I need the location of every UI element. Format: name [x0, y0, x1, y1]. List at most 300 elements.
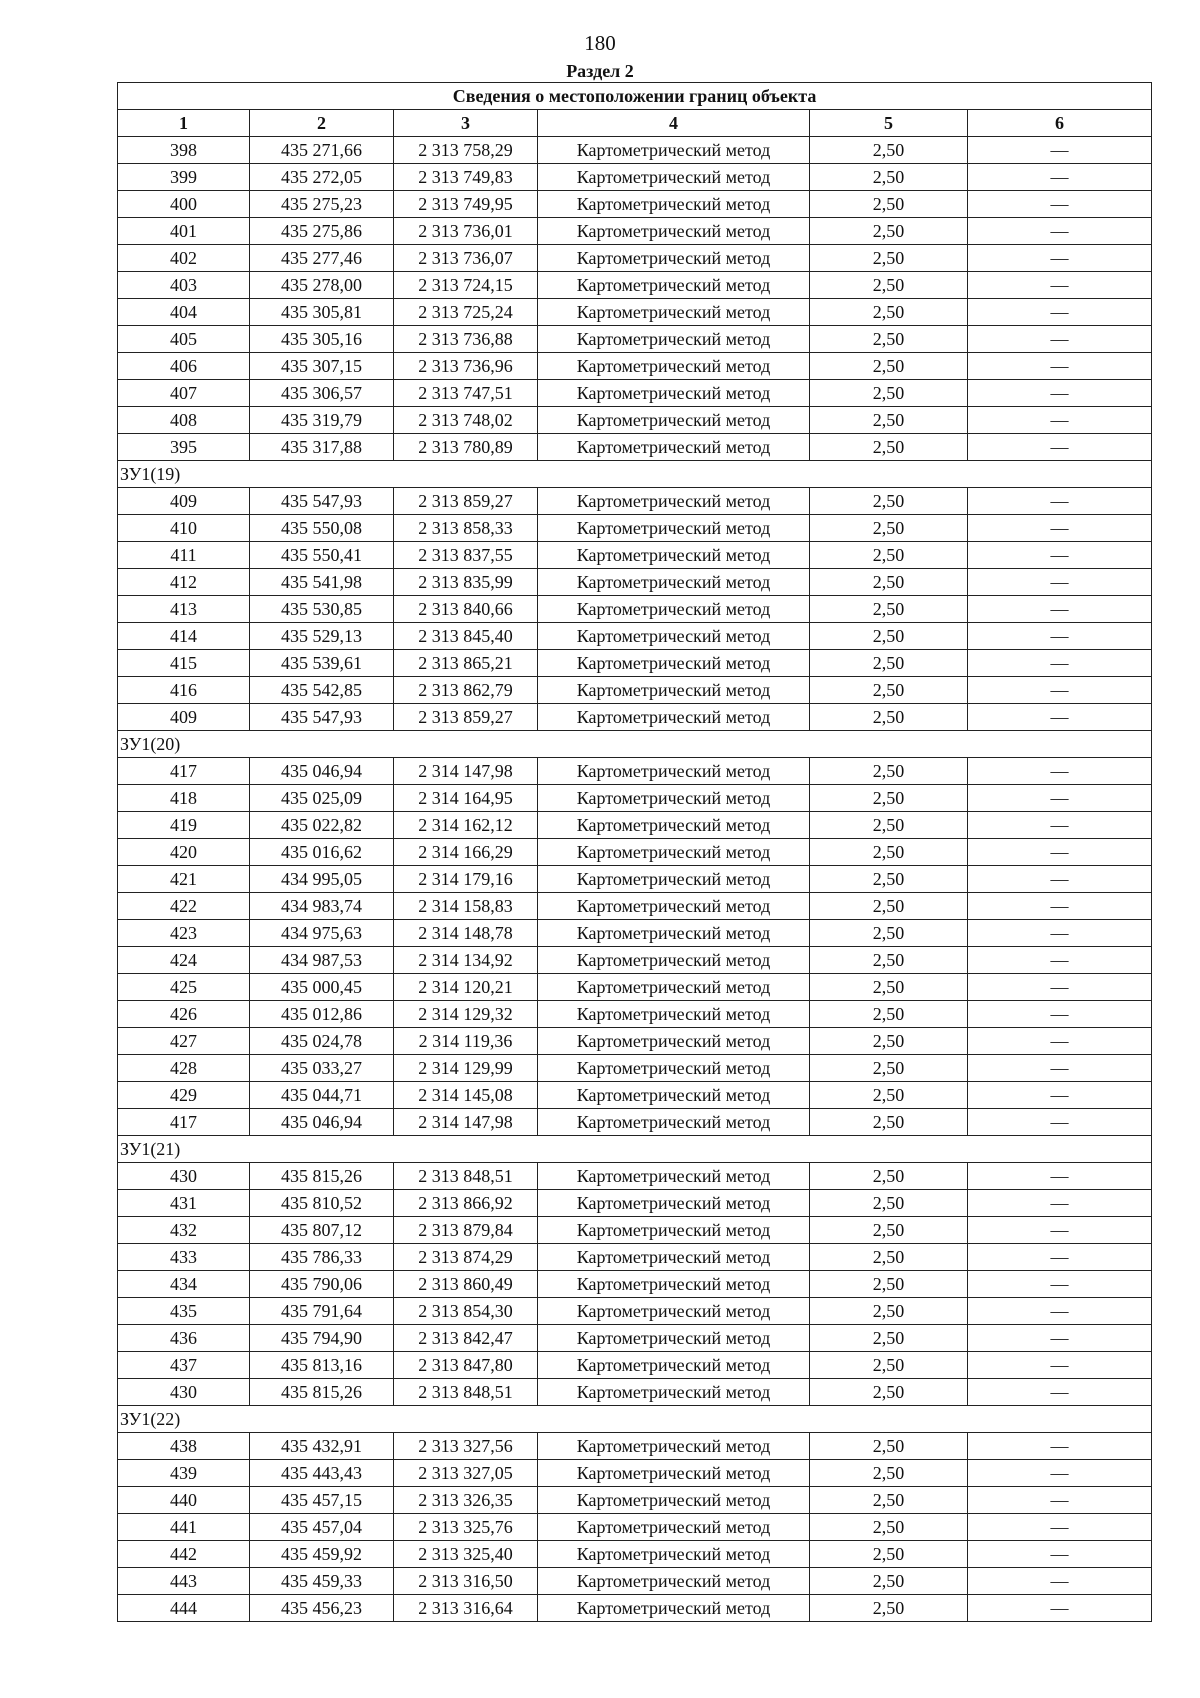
table-row [118, 272, 1152, 299]
description-cell: — [968, 1460, 1152, 1487]
description-cell: — [968, 218, 1152, 245]
description-cell: — [968, 839, 1152, 866]
method-cell: Картометрический метод [538, 974, 810, 1001]
method-cell: Картометрический метод [538, 488, 810, 515]
description-cell: — [968, 272, 1152, 299]
x-coordinate-cell: 435 306,57 [250, 380, 394, 407]
accuracy-cell: 2,50 [810, 785, 968, 812]
description-cell: — [968, 1163, 1152, 1190]
method-cell: Картометрический метод [538, 812, 810, 839]
description-cell: — [968, 407, 1152, 434]
method-cell: Картометрический метод [538, 1055, 810, 1082]
table-row [118, 1379, 1152, 1406]
point-number-cell: 398 [118, 137, 250, 164]
description-cell: — [968, 596, 1152, 623]
parcel-group-label: ЗУ1(21) [118, 1136, 1152, 1163]
x-coordinate-cell: 435 529,13 [250, 623, 394, 650]
x-coordinate-cell: 435 791,64 [250, 1298, 394, 1325]
x-coordinate-cell: 435 457,04 [250, 1514, 394, 1541]
description-cell: — [968, 785, 1152, 812]
description-cell: — [968, 812, 1152, 839]
point-number-cell: 422 [118, 893, 250, 920]
x-coordinate-cell: 434 987,53 [250, 947, 394, 974]
x-coordinate-cell: 435 046,94 [250, 1109, 394, 1136]
y-coordinate-cell: 2 313 724,15 [394, 272, 538, 299]
description-cell: — [968, 1271, 1152, 1298]
column-header: 1 [118, 110, 250, 137]
accuracy-cell: 2,50 [810, 974, 968, 1001]
description-cell: — [968, 1325, 1152, 1352]
accuracy-cell: 2,50 [810, 677, 968, 704]
description-cell: — [968, 1514, 1152, 1541]
method-cell: Картометрический метод [538, 650, 810, 677]
accuracy-cell: 2,50 [810, 839, 968, 866]
x-coordinate-cell: 435 305,16 [250, 326, 394, 353]
method-cell: Картометрический метод [538, 1217, 810, 1244]
method-cell: Картометрический метод [538, 920, 810, 947]
table-row [118, 434, 1152, 461]
y-coordinate-cell: 2 313 327,56 [394, 1433, 538, 1460]
accuracy-cell: 2,50 [810, 1514, 968, 1541]
table-row [118, 947, 1152, 974]
method-cell: Картометрический метод [538, 137, 810, 164]
table-row [118, 1541, 1152, 1568]
y-coordinate-cell: 2 314 129,32 [394, 1001, 538, 1028]
accuracy-cell: 2,50 [810, 1595, 968, 1622]
point-number-cell: 417 [118, 1109, 250, 1136]
table-row [118, 1109, 1152, 1136]
table-row [118, 1352, 1152, 1379]
method-cell: Картометрический метод [538, 218, 810, 245]
x-coordinate-cell: 435 275,86 [250, 218, 394, 245]
table-row [118, 488, 1152, 515]
x-coordinate-cell: 435 815,26 [250, 1163, 394, 1190]
x-coordinate-cell: 435 278,00 [250, 272, 394, 299]
table-caption: Сведения о местоположении границ объекта [118, 83, 1152, 110]
y-coordinate-cell: 2 314 148,78 [394, 920, 538, 947]
description-cell: — [968, 1244, 1152, 1271]
point-number-cell: 410 [118, 515, 250, 542]
method-cell: Картометрический метод [538, 596, 810, 623]
method-cell: Картометрический метод [538, 407, 810, 434]
description-cell: — [968, 1541, 1152, 1568]
description-cell: — [968, 488, 1152, 515]
description-cell: — [968, 1082, 1152, 1109]
accuracy-cell: 2,50 [810, 920, 968, 947]
y-coordinate-cell: 2 313 748,02 [394, 407, 538, 434]
accuracy-cell: 2,50 [810, 434, 968, 461]
point-number-cell: 440 [118, 1487, 250, 1514]
accuracy-cell: 2,50 [810, 650, 968, 677]
table-row [118, 785, 1152, 812]
method-cell: Картометрический метод [538, 1163, 810, 1190]
method-cell: Картометрический метод [538, 1244, 810, 1271]
point-number-cell: 408 [118, 407, 250, 434]
description-cell: — [968, 326, 1152, 353]
point-number-cell: 444 [118, 1595, 250, 1622]
accuracy-cell: 2,50 [810, 1379, 968, 1406]
x-coordinate-cell: 435 550,41 [250, 542, 394, 569]
method-cell: Картометрический метод [538, 191, 810, 218]
accuracy-cell: 2,50 [810, 1163, 968, 1190]
table-row [118, 1190, 1152, 1217]
x-coordinate-cell: 435 810,52 [250, 1190, 394, 1217]
description-cell: — [968, 1190, 1152, 1217]
x-coordinate-cell: 435 786,33 [250, 1244, 394, 1271]
accuracy-cell: 2,50 [810, 1460, 968, 1487]
accuracy-cell: 2,50 [810, 1568, 968, 1595]
accuracy-cell: 2,50 [810, 1271, 968, 1298]
point-number-cell: 403 [118, 272, 250, 299]
method-cell: Картометрический метод [538, 1298, 810, 1325]
column-header: 2 [250, 110, 394, 137]
table-row [118, 1460, 1152, 1487]
description-cell: — [968, 1568, 1152, 1595]
table-row [118, 164, 1152, 191]
x-coordinate-cell: 434 983,74 [250, 893, 394, 920]
table-row [118, 380, 1152, 407]
point-number-cell: 424 [118, 947, 250, 974]
table-row [118, 1514, 1152, 1541]
description-cell: — [968, 1028, 1152, 1055]
y-coordinate-cell: 2 313 859,27 [394, 488, 538, 515]
method-cell: Картометрический метод [538, 1514, 810, 1541]
point-number-cell: 423 [118, 920, 250, 947]
accuracy-cell: 2,50 [810, 272, 968, 299]
table-row [118, 1271, 1152, 1298]
y-coordinate-cell: 2 313 842,47 [394, 1325, 538, 1352]
point-number-cell: 439 [118, 1460, 250, 1487]
method-cell: Картометрический метод [538, 1109, 810, 1136]
description-cell: — [968, 164, 1152, 191]
y-coordinate-cell: 2 313 848,51 [394, 1379, 538, 1406]
accuracy-cell: 2,50 [810, 164, 968, 191]
description-cell: — [968, 515, 1152, 542]
y-coordinate-cell: 2 314 164,95 [394, 785, 538, 812]
table-row [118, 677, 1152, 704]
x-coordinate-cell: 434 975,63 [250, 920, 394, 947]
table-row [118, 704, 1152, 731]
y-coordinate-cell: 2 313 859,27 [394, 704, 538, 731]
description-cell: — [968, 1433, 1152, 1460]
accuracy-cell: 2,50 [810, 1541, 968, 1568]
y-coordinate-cell: 2 313 847,80 [394, 1352, 538, 1379]
x-coordinate-cell: 435 547,93 [250, 488, 394, 515]
table-row [118, 1595, 1152, 1622]
accuracy-cell: 2,50 [810, 1352, 968, 1379]
accuracy-cell: 2,50 [810, 569, 968, 596]
accuracy-cell: 2,50 [810, 596, 968, 623]
y-coordinate-cell: 2 313 725,24 [394, 299, 538, 326]
accuracy-cell: 2,50 [810, 1190, 968, 1217]
point-number-cell: 409 [118, 704, 250, 731]
method-cell: Картометрический метод [538, 1352, 810, 1379]
y-coordinate-cell: 2 313 758,29 [394, 137, 538, 164]
point-number-cell: 401 [118, 218, 250, 245]
point-number-cell: 435 [118, 1298, 250, 1325]
y-coordinate-cell: 2 313 845,40 [394, 623, 538, 650]
method-cell: Картометрический метод [538, 1082, 810, 1109]
point-number-cell: 407 [118, 380, 250, 407]
parcel-group-label: ЗУ1(19) [118, 461, 1152, 488]
y-coordinate-cell: 2 313 860,49 [394, 1271, 538, 1298]
table-row [118, 1028, 1152, 1055]
method-cell: Картометрический метод [538, 515, 810, 542]
accuracy-cell: 2,50 [810, 326, 968, 353]
method-cell: Картометрический метод [538, 380, 810, 407]
x-coordinate-cell: 435 457,15 [250, 1487, 394, 1514]
description-cell: — [968, 704, 1152, 731]
y-coordinate-cell: 2 313 749,95 [394, 191, 538, 218]
y-coordinate-cell: 2 313 327,05 [394, 1460, 538, 1487]
point-number-cell: 417 [118, 758, 250, 785]
table-row [118, 1055, 1152, 1082]
method-cell: Картометрический метод [538, 947, 810, 974]
table-row [118, 326, 1152, 353]
method-cell: Картометрический метод [538, 704, 810, 731]
x-coordinate-cell: 435 456,23 [250, 1595, 394, 1622]
method-cell: Картометрический метод [538, 164, 810, 191]
point-number-cell: 438 [118, 1433, 250, 1460]
accuracy-cell: 2,50 [810, 407, 968, 434]
point-number-cell: 395 [118, 434, 250, 461]
description-cell: — [968, 1055, 1152, 1082]
point-number-cell: 431 [118, 1190, 250, 1217]
x-coordinate-cell: 435 432,91 [250, 1433, 394, 1460]
x-coordinate-cell: 435 547,93 [250, 704, 394, 731]
accuracy-cell: 2,50 [810, 299, 968, 326]
y-coordinate-cell: 2 314 147,98 [394, 758, 538, 785]
y-coordinate-cell: 2 314 134,92 [394, 947, 538, 974]
point-number-cell: 404 [118, 299, 250, 326]
accuracy-cell: 2,50 [810, 1082, 968, 1109]
accuracy-cell: 2,50 [810, 1433, 968, 1460]
accuracy-cell: 2,50 [810, 1325, 968, 1352]
table-row [118, 299, 1152, 326]
accuracy-cell: 2,50 [810, 866, 968, 893]
table-row [118, 758, 1152, 785]
table-row [118, 542, 1152, 569]
point-number-cell: 433 [118, 1244, 250, 1271]
accuracy-cell: 2,50 [810, 1298, 968, 1325]
accuracy-cell: 2,50 [810, 218, 968, 245]
table-row [118, 920, 1152, 947]
description-cell: — [968, 245, 1152, 272]
accuracy-cell: 2,50 [810, 623, 968, 650]
method-cell: Картометрический метод [538, 1595, 810, 1622]
accuracy-cell: 2,50 [810, 1244, 968, 1271]
description-cell: — [968, 650, 1152, 677]
point-number-cell: 436 [118, 1325, 250, 1352]
method-cell: Картометрический метод [538, 1190, 810, 1217]
x-coordinate-cell: 435 016,62 [250, 839, 394, 866]
description-cell: — [968, 893, 1152, 920]
table-row [118, 1487, 1152, 1514]
y-coordinate-cell: 2 314 179,16 [394, 866, 538, 893]
point-number-cell: 411 [118, 542, 250, 569]
point-number-cell: 425 [118, 974, 250, 1001]
point-number-cell: 427 [118, 1028, 250, 1055]
point-number-cell: 405 [118, 326, 250, 353]
point-number-cell: 421 [118, 866, 250, 893]
y-coordinate-cell: 2 313 780,89 [394, 434, 538, 461]
description-cell: — [968, 137, 1152, 164]
accuracy-cell: 2,50 [810, 137, 968, 164]
point-number-cell: 416 [118, 677, 250, 704]
method-cell: Картометрический метод [538, 1433, 810, 1460]
method-cell: Картометрический метод [538, 893, 810, 920]
point-number-cell: 441 [118, 1514, 250, 1541]
table-header-row [118, 110, 1152, 137]
method-cell: Картометрический метод [538, 1460, 810, 1487]
y-coordinate-cell: 2 313 840,66 [394, 596, 538, 623]
y-coordinate-cell: 2 314 166,29 [394, 839, 538, 866]
boundary-coordinates-table [117, 82, 1152, 1622]
x-coordinate-cell: 435 317,88 [250, 434, 394, 461]
table-row [118, 569, 1152, 596]
description-cell: — [968, 947, 1152, 974]
table-row [118, 407, 1152, 434]
x-coordinate-cell: 435 012,86 [250, 1001, 394, 1028]
x-coordinate-cell: 435 539,61 [250, 650, 394, 677]
description-cell: — [968, 866, 1152, 893]
parcel-group-row [118, 731, 1152, 758]
point-number-cell: 418 [118, 785, 250, 812]
point-number-cell: 428 [118, 1055, 250, 1082]
x-coordinate-cell: 435 459,33 [250, 1568, 394, 1595]
x-coordinate-cell: 435 275,23 [250, 191, 394, 218]
method-cell: Картометрический метод [538, 1541, 810, 1568]
x-coordinate-cell: 435 025,09 [250, 785, 394, 812]
y-coordinate-cell: 2 313 866,92 [394, 1190, 538, 1217]
accuracy-cell: 2,50 [810, 1028, 968, 1055]
x-coordinate-cell: 435 443,43 [250, 1460, 394, 1487]
page-number: 180 [584, 31, 616, 55]
x-coordinate-cell: 435 794,90 [250, 1325, 394, 1352]
point-number-cell: 420 [118, 839, 250, 866]
point-number-cell: 406 [118, 353, 250, 380]
description-cell: — [968, 1379, 1152, 1406]
point-number-cell: 426 [118, 1001, 250, 1028]
x-coordinate-cell: 435 022,82 [250, 812, 394, 839]
table-row [118, 893, 1152, 920]
x-coordinate-cell: 435 813,16 [250, 1352, 394, 1379]
accuracy-cell: 2,50 [810, 1487, 968, 1514]
accuracy-cell: 2,50 [810, 542, 968, 569]
description-cell: — [968, 677, 1152, 704]
y-coordinate-cell: 2 313 862,79 [394, 677, 538, 704]
x-coordinate-cell: 435 305,81 [250, 299, 394, 326]
description-cell: — [968, 623, 1152, 650]
accuracy-cell: 2,50 [810, 1217, 968, 1244]
description-cell: — [968, 974, 1152, 1001]
description-cell: — [968, 1595, 1152, 1622]
accuracy-cell: 2,50 [810, 488, 968, 515]
point-number-cell: 442 [118, 1541, 250, 1568]
x-coordinate-cell: 435 459,92 [250, 1541, 394, 1568]
description-cell: — [968, 1217, 1152, 1244]
accuracy-cell: 2,50 [810, 515, 968, 542]
method-cell: Картометрический метод [538, 1028, 810, 1055]
parcel-group-label: ЗУ1(20) [118, 731, 1152, 758]
description-cell: — [968, 542, 1152, 569]
table-row [118, 137, 1152, 164]
column-header: 6 [968, 110, 1152, 137]
accuracy-cell: 2,50 [810, 704, 968, 731]
description-cell: — [968, 434, 1152, 461]
accuracy-cell: 2,50 [810, 191, 968, 218]
method-cell: Картометрический метод [538, 1487, 810, 1514]
x-coordinate-cell: 435 530,85 [250, 596, 394, 623]
point-number-cell: 429 [118, 1082, 250, 1109]
method-cell: Картометрический метод [538, 1325, 810, 1352]
x-coordinate-cell: 435 046,94 [250, 758, 394, 785]
table-row [118, 1217, 1152, 1244]
point-number-cell: 415 [118, 650, 250, 677]
y-coordinate-cell: 2 313 326,35 [394, 1487, 538, 1514]
method-cell: Картометрический метод [538, 272, 810, 299]
method-cell: Картометрический метод [538, 245, 810, 272]
y-coordinate-cell: 2 313 316,50 [394, 1568, 538, 1595]
parcel-group-row [118, 1406, 1152, 1433]
y-coordinate-cell: 2 313 736,96 [394, 353, 538, 380]
method-cell: Картометрический метод [538, 299, 810, 326]
method-cell: Картометрический метод [538, 326, 810, 353]
table-row [118, 1244, 1152, 1271]
accuracy-cell: 2,50 [810, 893, 968, 920]
accuracy-cell: 2,50 [810, 1001, 968, 1028]
point-number-cell: 402 [118, 245, 250, 272]
y-coordinate-cell: 2 313 874,29 [394, 1244, 538, 1271]
point-number-cell: 400 [118, 191, 250, 218]
x-coordinate-cell: 435 319,79 [250, 407, 394, 434]
y-coordinate-cell: 2 313 865,21 [394, 650, 538, 677]
y-coordinate-cell: 2 313 848,51 [394, 1163, 538, 1190]
description-cell: — [968, 569, 1152, 596]
section-title: Раздел 2 [566, 61, 634, 81]
description-cell: — [968, 758, 1152, 785]
point-number-cell: 419 [118, 812, 250, 839]
method-cell: Картометрический метод [538, 1271, 810, 1298]
description-cell: — [968, 1109, 1152, 1136]
y-coordinate-cell: 2 314 129,99 [394, 1055, 538, 1082]
y-coordinate-cell: 2 313 736,07 [394, 245, 538, 272]
accuracy-cell: 2,50 [810, 1055, 968, 1082]
column-header: 5 [810, 110, 968, 137]
description-cell: — [968, 1298, 1152, 1325]
table-row [118, 1568, 1152, 1595]
parcel-group-row [118, 1136, 1152, 1163]
point-number-cell: 409 [118, 488, 250, 515]
y-coordinate-cell: 2 314 120,21 [394, 974, 538, 1001]
point-number-cell: 430 [118, 1379, 250, 1406]
description-cell: — [968, 1487, 1152, 1514]
table-row [118, 1163, 1152, 1190]
x-coordinate-cell: 435 024,78 [250, 1028, 394, 1055]
point-number-cell: 414 [118, 623, 250, 650]
table-row [118, 218, 1152, 245]
table-row [118, 839, 1152, 866]
y-coordinate-cell: 2 313 325,76 [394, 1514, 538, 1541]
parcel-group-label: ЗУ1(22) [118, 1406, 1152, 1433]
description-cell: — [968, 353, 1152, 380]
x-coordinate-cell: 435 807,12 [250, 1217, 394, 1244]
accuracy-cell: 2,50 [810, 245, 968, 272]
table-row [118, 245, 1152, 272]
method-cell: Картометрический метод [538, 1001, 810, 1028]
table-row [118, 596, 1152, 623]
table-caption-row [118, 83, 1152, 110]
